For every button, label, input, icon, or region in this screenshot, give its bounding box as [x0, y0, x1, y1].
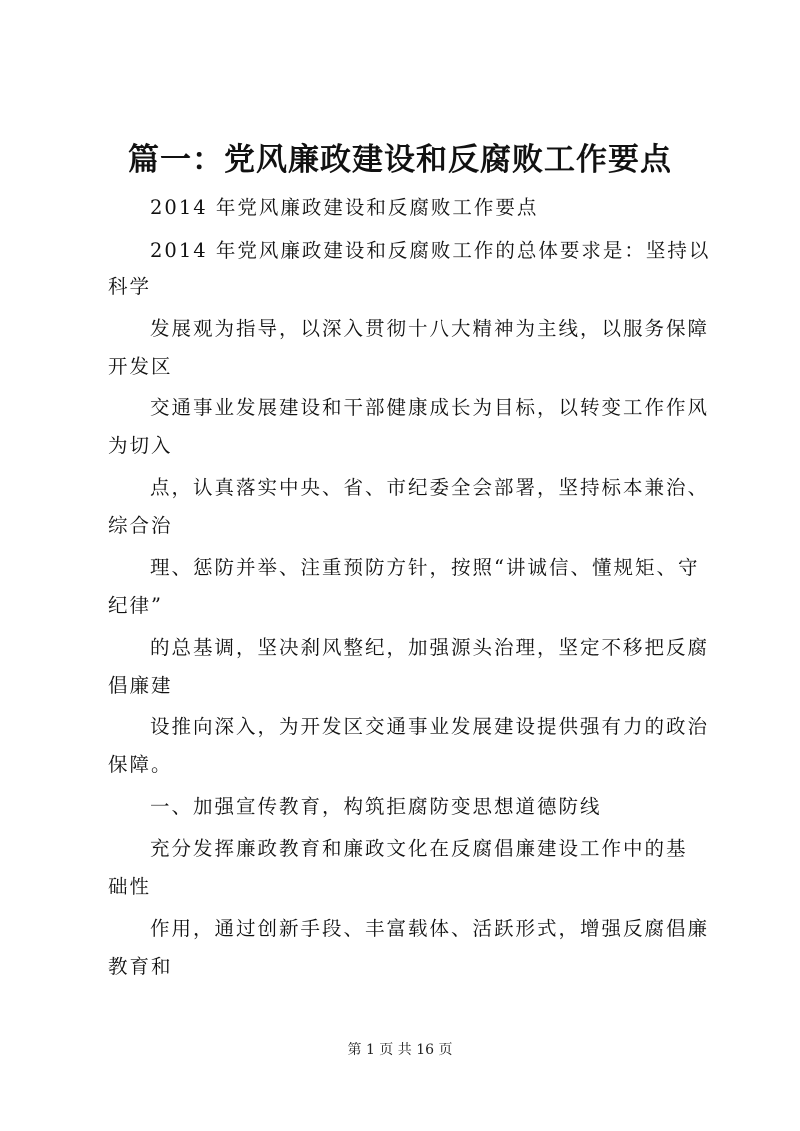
- text-line: 教育和: [108, 955, 173, 978]
- text-line: 为切入: [108, 434, 173, 457]
- text-line: 综合治: [108, 514, 173, 537]
- text-line: 充分发挥廉政教育和廉政文化在反腐倡廉建设工作中的基: [150, 837, 688, 860]
- text-line: 理、惩防并举、注重预防方针，按照“讲诚信、懂规矩、守: [150, 556, 700, 579]
- text-line: 倡廉建: [108, 674, 173, 697]
- text-line: 设推向深入，为开发区交通事业发展建设提供强有力的政治: [150, 715, 710, 738]
- text-line: 纪律”: [108, 594, 163, 617]
- text-line: 保障。: [108, 753, 173, 776]
- text-line: 点，认真落实中央、省、市纪委全会部署，坚持标本兼治、: [150, 476, 710, 499]
- text-line: 础性: [108, 875, 152, 898]
- text-line: 2014 年党风廉政建设和反腐败工作的总体要求是：坚持以: [150, 239, 711, 262]
- text-line: 开发区: [108, 355, 173, 378]
- text-line: 作用，通过创新手段、丰富载体、活跃形式，增强反腐倡廉: [150, 917, 710, 940]
- text-line: 科学: [108, 275, 152, 298]
- page-number-footer: 第 1 页 共 16 页: [347, 1042, 453, 1058]
- text-line: 的总基调，坚决刹风整纪，加强源头治理，坚定不移把反腐: [150, 636, 710, 659]
- text-line: 发展观为指导，以深入贯彻十八大精神为主线，以服务保障: [150, 317, 710, 340]
- text-line: 交通事业发展建设和干部健康成长为目标，以转变工作作风: [150, 396, 710, 419]
- document-title: 篇一：党风廉政建设和反腐败工作要点: [128, 142, 672, 178]
- section-heading: 一、加强宣传教育，构筑拒腐防变思想道德防线: [150, 795, 602, 818]
- subtitle-line: 2014 年党风廉政建设和反腐败工作要点: [150, 196, 539, 219]
